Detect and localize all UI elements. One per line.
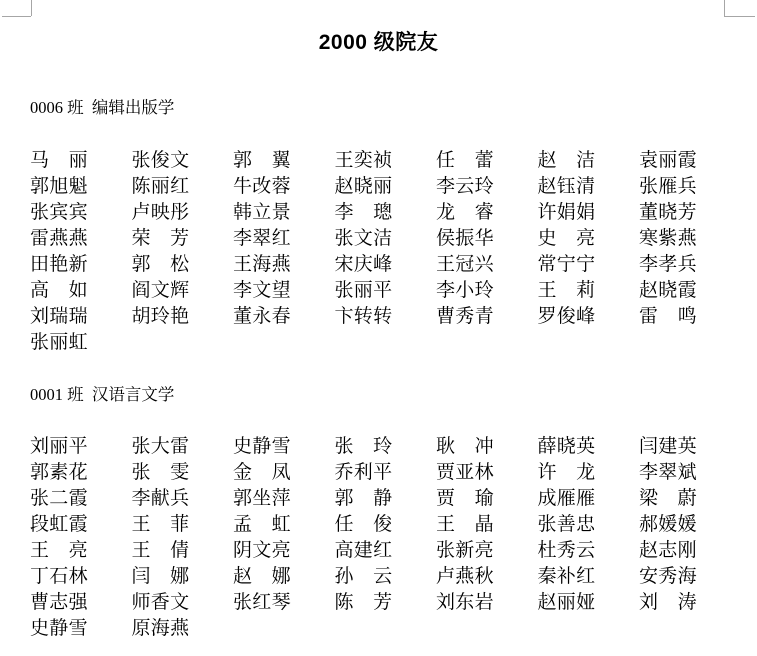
alumnus-name: 李 璁 <box>334 202 393 223</box>
alumnus-name: 张俊文 <box>131 150 190 171</box>
section-header: 0001 班 汉语言文学 <box>30 385 175 404</box>
alumnus-name: 师香文 <box>131 592 190 613</box>
alumnus-name: 闫建英 <box>639 436 697 457</box>
alumnus-name: 罗俊峰 <box>537 306 596 327</box>
alumnus-name: 郝媛媛 <box>639 514 697 535</box>
empty-cell <box>538 330 640 356</box>
alumnus-name: 高建红 <box>334 540 393 561</box>
alumnus-name: 许娟娟 <box>537 202 596 223</box>
alumnus-name: 王冠兴 <box>436 254 494 275</box>
alumnus-name: 董永春 <box>233 306 291 327</box>
alumnus-name: 王 亮 <box>30 540 88 561</box>
alumnus-name: 赵 娜 <box>233 566 291 587</box>
alumnus-name: 薛晓英 <box>537 436 596 457</box>
empty-cell <box>233 616 335 642</box>
alumnus-name: 赵晓丽 <box>334 176 393 197</box>
alumnus-name: 曹志强 <box>30 592 88 613</box>
text-boundary-corner-top-right-icon <box>724 16 755 17</box>
alumnus-name: 卞转转 <box>334 306 393 327</box>
alumnus-name: 张新亮 <box>436 540 494 561</box>
alumnus-name: 孙 云 <box>334 566 393 587</box>
alumnus-name: 安秀海 <box>639 566 697 587</box>
alumnus-name: 郭素花 <box>30 462 88 483</box>
alumnus-name: 李翠斌 <box>639 462 697 483</box>
alumnus-name: 郭坐萍 <box>233 488 291 509</box>
alumnus-name: 张 玲 <box>334 436 393 457</box>
alumnus-name: 陈 芳 <box>334 592 393 613</box>
alumnus-name: 李献兵 <box>131 488 190 509</box>
alumnus-name: 杜秀云 <box>537 540 596 561</box>
alumnus-name: 原海燕 <box>131 618 190 639</box>
alumnus-name: 贾亚林 <box>436 462 494 483</box>
alumnus-name: 龙 睿 <box>436 202 494 223</box>
empty-cell <box>233 330 335 356</box>
alumnus-name: 赵志刚 <box>639 540 697 561</box>
alumnus-name: 王 晶 <box>436 514 494 535</box>
alumnus-name: 袁丽霞 <box>639 150 697 171</box>
alumnus-name: 荣 芳 <box>131 228 190 249</box>
alumnus-name: 郭 静 <box>334 488 393 509</box>
alumnus-name: 乔利平 <box>334 462 393 483</box>
alumnus-name: 王奕祯 <box>334 150 393 171</box>
alumnus-name: 张宾宾 <box>30 202 88 223</box>
section-header: 0006 班 编辑出版学 <box>30 98 175 117</box>
alumnus-name: 卢燕秋 <box>436 566 494 587</box>
alumnus-name: 闫 娜 <box>131 566 190 587</box>
alumnus-name: 张 雯 <box>131 462 190 483</box>
alumnus-name: 董晓芳 <box>639 202 697 223</box>
alumnus-name: 李文望 <box>233 280 291 301</box>
alumnus-name: 丁石林 <box>30 566 88 587</box>
empty-cell <box>639 616 741 642</box>
alumnus-name: 李小玲 <box>436 280 494 301</box>
alumnus-name: 牛改蓉 <box>233 176 291 197</box>
alumnus-name: 史静雪 <box>233 436 291 457</box>
alumnus-name: 贾 瑜 <box>436 488 494 509</box>
alumnus-name: 胡玲艳 <box>131 306 190 327</box>
alumnus-name: 雷 鸣 <box>639 306 697 327</box>
alumnus-name: 秦补红 <box>537 566 596 587</box>
alumnus-name: 许 龙 <box>537 462 596 483</box>
alumnus-name: 郭 翼 <box>233 150 291 171</box>
text-boundary-corner-top-right-icon <box>724 0 725 16</box>
alumnus-name: 张红琴 <box>233 592 291 613</box>
alumnus-name: 王 菲 <box>131 514 190 535</box>
empty-cell <box>335 616 437 642</box>
alumnus-name: 王 莉 <box>537 280 596 301</box>
alumnus-name: 曹秀青 <box>436 306 494 327</box>
alumnus-name: 高 如 <box>30 280 88 301</box>
alumnus-name: 常宁宁 <box>537 254 596 275</box>
alumnus-name: 雷燕燕 <box>30 228 88 249</box>
alumnus-name: 陈丽红 <box>131 176 190 197</box>
alumnus-name: 李翠红 <box>233 228 291 249</box>
text-boundary-corner-top-left-icon <box>2 16 31 17</box>
alumnus-name: 赵钰清 <box>537 176 596 197</box>
empty-cell <box>538 616 640 642</box>
text-boundary-corner-top-left-icon <box>31 0 32 16</box>
alumnus-name: 史 亮 <box>537 228 596 249</box>
alumnus-name: 寒紫燕 <box>639 228 697 249</box>
alumnus-name: 阎文辉 <box>131 280 190 301</box>
alumnus-name: 韩立景 <box>233 202 291 223</box>
alumnus-name: 任 蕾 <box>436 150 494 171</box>
alumnus-name: 阴文亮 <box>233 540 291 561</box>
alumnus-name: 孟 虹 <box>233 514 291 535</box>
name-grid <box>30 434 757 642</box>
alumnus-name: 卢映彤 <box>131 202 190 223</box>
empty-cell <box>335 330 437 356</box>
alumnus-name: 郭 松 <box>131 254 190 275</box>
alumnus-name: 郭旭魁 <box>30 176 88 197</box>
alumnus-name: 赵 洁 <box>537 150 596 171</box>
alumnus-name: 王海燕 <box>233 254 291 275</box>
alumnus-name: 梁 蔚 <box>639 488 697 509</box>
alumnus-name: 金 凤 <box>233 462 291 483</box>
alumnus-name: 成雁雁 <box>537 488 596 509</box>
empty-cell <box>436 616 538 642</box>
alumnus-name: 张雁兵 <box>639 176 697 197</box>
alumnus-name: 赵晓霞 <box>639 280 697 301</box>
empty-cell <box>132 330 234 356</box>
alumnus-name: 耿 冲 <box>436 436 494 457</box>
alumnus-name: 张善忠 <box>537 514 596 535</box>
alumnus-name: 赵丽娅 <box>537 592 596 613</box>
page-title: 2000 级院友 <box>318 31 439 54</box>
alumnus-name: 侯振华 <box>436 228 494 249</box>
alumnus-name: 李云玲 <box>436 176 494 197</box>
alumnus-name: 刘丽平 <box>30 436 88 457</box>
name-grid <box>30 148 757 356</box>
alumnus-name: 张大雷 <box>131 436 190 457</box>
alumnus-name: 刘东岩 <box>436 592 494 613</box>
empty-cell <box>639 330 741 356</box>
alumnus-name: 王 倩 <box>131 540 190 561</box>
alumnus-name: 张丽虹 <box>30 332 88 353</box>
alumnus-name: 田艳新 <box>30 254 88 275</box>
alumnus-name: 宋庆峰 <box>334 254 393 275</box>
alumnus-name: 刘瑞瑞 <box>30 306 88 327</box>
alumnus-name: 刘 涛 <box>639 592 697 613</box>
alumnus-name: 张丽平 <box>334 280 393 301</box>
alumnus-name: 段虹霞 <box>30 514 88 535</box>
alumnus-name: 张文洁 <box>334 228 393 249</box>
alumnus-name: 史静雪 <box>30 618 88 639</box>
alumnus-name: 张二霞 <box>30 488 88 509</box>
alumnus-name: 马 丽 <box>30 150 88 171</box>
alumnus-name: 李孝兵 <box>639 254 697 275</box>
empty-cell <box>436 330 538 356</box>
alumnus-name: 任 俊 <box>334 514 393 535</box>
sections-container <box>0 98 757 642</box>
